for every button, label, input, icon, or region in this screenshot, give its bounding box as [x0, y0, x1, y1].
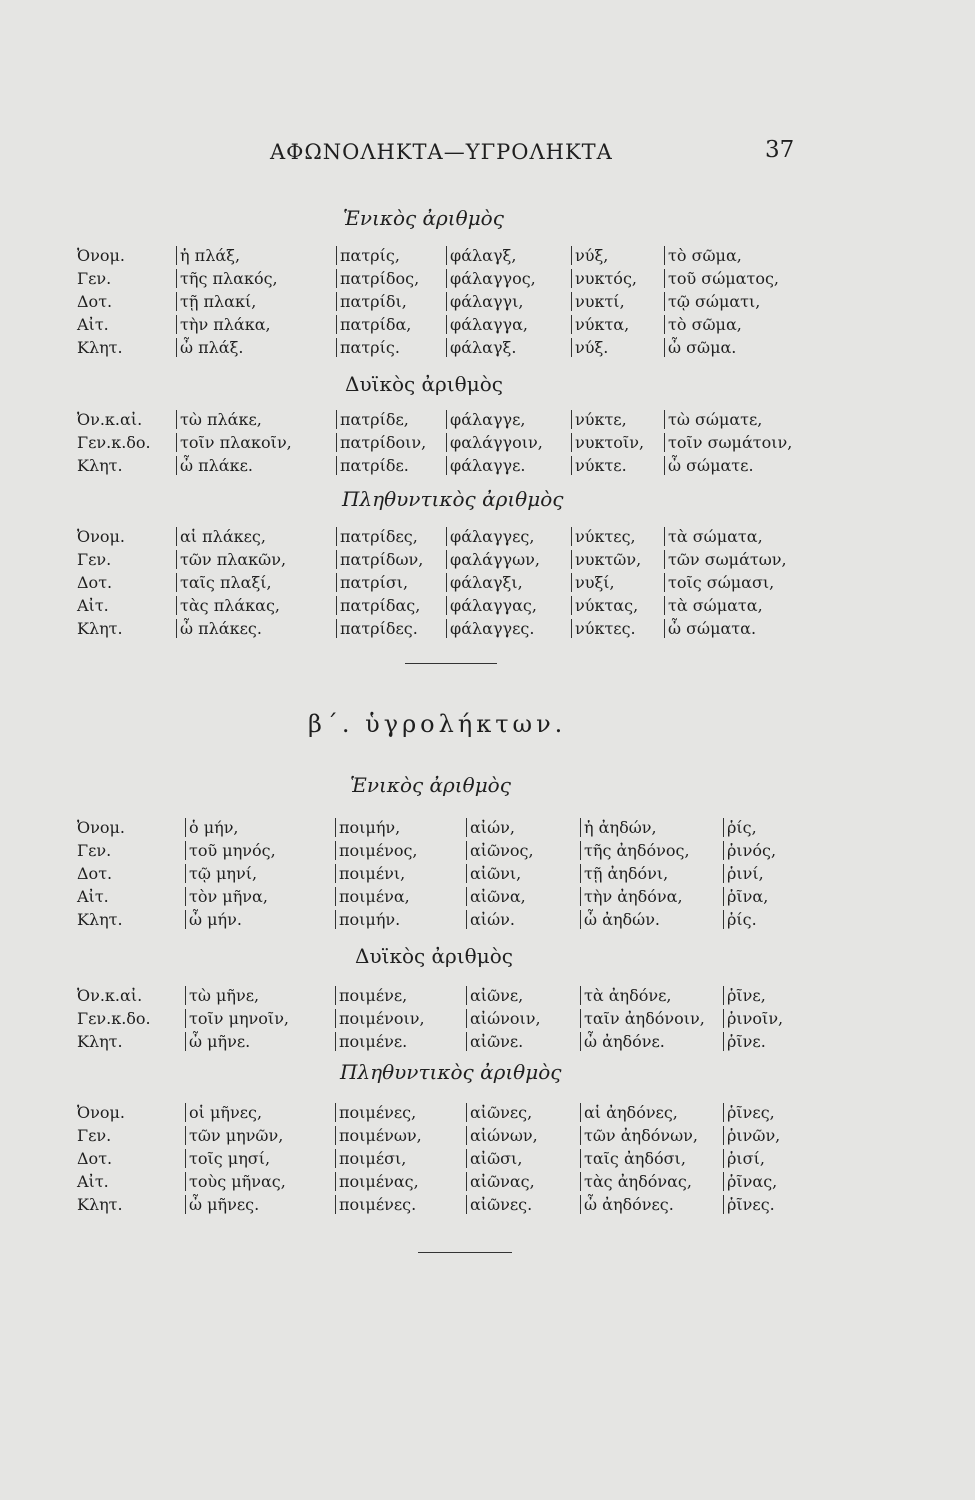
- case-label: Κλητ.: [77, 910, 123, 929]
- paradigm-row: [0, 910, 975, 933]
- form-cell: ποιμένες.: [335, 1195, 416, 1214]
- form-cell: τῷ μηνί,: [185, 864, 257, 883]
- form-cell: ῥίς.: [723, 910, 757, 929]
- form-cell: ὦ πλάξ.: [176, 338, 244, 357]
- section-b-dual-table: [0, 986, 975, 1055]
- form-cell: ὦ μήν.: [185, 910, 242, 929]
- case-label: Κλητ.: [77, 456, 123, 475]
- section-b-dual-title: Δυϊκὸς ἀριθμὸς: [355, 944, 513, 968]
- form-cell: τοῖς μησί,: [185, 1149, 270, 1168]
- paradigm-row: [0, 246, 975, 269]
- section-b-plural-table: [0, 1103, 975, 1218]
- section-b-singular-title: Ἑνικὸς ἀριθμὸς: [350, 773, 511, 797]
- form-cell: ῥῖνες,: [723, 1103, 775, 1122]
- form-cell: πατρίδε.: [336, 456, 409, 475]
- form-cell: πατρίδα,: [336, 315, 411, 334]
- case-label: Κλητ.: [77, 619, 123, 638]
- form-cell: τοῦ σώματος,: [664, 269, 779, 288]
- paradigm-row: [0, 1126, 975, 1149]
- form-cell: τὸν μῆνα,: [185, 887, 268, 906]
- form-cell: τὸ σῶμα,: [664, 246, 742, 265]
- form-cell: ποιμήν.: [335, 910, 400, 929]
- page-number: 37: [765, 137, 795, 163]
- form-cell: αἰών,: [466, 818, 515, 837]
- case-label: Γεν.: [77, 1126, 112, 1145]
- case-label: Γεν.: [77, 269, 112, 288]
- case-label: Γεν.: [77, 550, 112, 569]
- form-cell: τὰ σώματα,: [664, 596, 763, 615]
- form-cell: ῥῖνα,: [723, 887, 768, 906]
- paradigm-row: [0, 410, 975, 433]
- form-cell: αἰώνοιν,: [466, 1009, 541, 1028]
- form-cell: ποιμένε.: [335, 1032, 407, 1051]
- form-cell: πατρίδων,: [336, 550, 423, 569]
- form-cell: ὦ σώματε.: [664, 456, 754, 475]
- paradigm-row: [0, 619, 975, 642]
- form-cell: αἰῶνε,: [466, 986, 523, 1005]
- paradigm-row: [0, 864, 975, 887]
- form-cell: αἰῶνι,: [466, 864, 521, 883]
- form-cell: ὦ πλάκες.: [176, 619, 262, 638]
- form-cell: αἱ ἀηδόνες,: [580, 1103, 678, 1122]
- form-cell: νυκτός,: [571, 269, 637, 288]
- form-cell: ῥινοῖν,: [723, 1009, 783, 1028]
- section-a-plural-title: Πληθυντικὸς ἀριθμὸς: [342, 487, 564, 511]
- form-cell: νύκτε,: [571, 410, 627, 429]
- paradigm-row: [0, 1149, 975, 1172]
- form-cell: νυξί,: [571, 573, 615, 592]
- form-cell: τοῦ μηνός,: [185, 841, 276, 860]
- form-cell: οἱ μῆνες,: [185, 1103, 262, 1122]
- form-cell: τοῖν σωμάτοιν,: [664, 433, 792, 452]
- form-cell: φάλαγγα,: [446, 315, 528, 334]
- form-cell: τῇ ἀηδόνι,: [580, 864, 668, 883]
- form-cell: ὦ ἀηδών.: [580, 910, 660, 929]
- section-a-dual-table: [0, 410, 975, 479]
- case-label: Κλητ.: [77, 338, 123, 357]
- form-cell: ὦ πλάκε.: [176, 456, 253, 475]
- form-cell: τὴν πλάκα,: [176, 315, 271, 334]
- form-cell: φάλαγγες.: [446, 619, 534, 638]
- form-cell: φάλαγγι,: [446, 292, 523, 311]
- paradigm-row: [0, 887, 975, 910]
- form-cell: τοὺς μῆνας,: [185, 1172, 286, 1191]
- form-cell: αἰῶνα,: [466, 887, 526, 906]
- case-label: Γεν.κ.δο.: [77, 1009, 151, 1028]
- case-label: Κλητ.: [77, 1195, 123, 1214]
- form-cell: ταῖς πλαξί,: [176, 573, 272, 592]
- form-cell: πατρίδες,: [336, 527, 418, 546]
- form-cell: ταῖς ἀηδόσι,: [580, 1149, 686, 1168]
- form-cell: τοῖν πλακοῖν,: [176, 433, 292, 452]
- paradigm-row: [0, 1172, 975, 1195]
- form-cell: ταῖν ἀηδόνοιν,: [580, 1009, 705, 1028]
- form-cell: τοῖν μηνοῖν,: [185, 1009, 289, 1028]
- paradigm-row: [0, 292, 975, 315]
- form-cell: νύκτες.: [571, 619, 636, 638]
- paradigm-row: [0, 433, 975, 456]
- form-cell: νυκτῶν,: [571, 550, 641, 569]
- paradigm-row: [0, 596, 975, 619]
- form-cell: ἡ πλάξ,: [176, 246, 240, 265]
- form-cell: τοῖς σώμασι,: [664, 573, 774, 592]
- section-divider: [405, 663, 497, 664]
- form-cell: τὸ σῶμα,: [664, 315, 742, 334]
- form-cell: αἰών.: [466, 910, 515, 929]
- case-label: Αἰτ.: [77, 596, 109, 615]
- form-cell: ὦ σῶμα.: [664, 338, 736, 357]
- form-cell: νυκτί,: [571, 292, 625, 311]
- paradigm-row: [0, 315, 975, 338]
- form-cell: τὰ ἀηδόνε,: [580, 986, 672, 1005]
- case-label: Ὀν.κ.αἰ.: [77, 986, 143, 1005]
- paradigm-row: [0, 1195, 975, 1218]
- form-cell: φάλαγγε,: [446, 410, 525, 429]
- form-cell: τὼ πλάκε,: [176, 410, 262, 429]
- section-a-dual-title: Δυϊκὸς ἀριθμὸς: [345, 372, 503, 396]
- form-cell: τὴν ἀηδόνα,: [580, 887, 683, 906]
- case-label: Ὀνομ.: [77, 818, 125, 837]
- form-cell: αἰῶνας,: [466, 1172, 535, 1191]
- form-cell: νύκτα,: [571, 315, 629, 334]
- case-label: Ὀνομ.: [77, 527, 125, 546]
- case-label: Γεν.κ.δο.: [77, 433, 151, 452]
- form-cell: φαλάγγων,: [446, 550, 540, 569]
- case-label: Ὀνομ.: [77, 1103, 125, 1122]
- form-cell: πατρίδος,: [336, 269, 419, 288]
- form-cell: ῥινῶν,: [723, 1126, 780, 1145]
- form-cell: ὁ μήν,: [185, 818, 239, 837]
- case-label: Κλητ.: [77, 1032, 123, 1051]
- paradigm-row: [0, 573, 975, 596]
- form-cell: τῇ πλακί,: [176, 292, 256, 311]
- form-cell: τῶν μηνῶν,: [185, 1126, 283, 1145]
- case-label: Δοτ.: [77, 292, 113, 311]
- form-cell: αἰῶνος,: [466, 841, 534, 860]
- paradigm-row: [0, 1032, 975, 1055]
- paradigm-row: [0, 338, 975, 361]
- paradigm-row: [0, 456, 975, 479]
- form-cell: ποιμένες,: [335, 1103, 416, 1122]
- paradigm-row: [0, 550, 975, 573]
- form-cell: νυκτοῖν,: [571, 433, 644, 452]
- form-cell: ποιμένος,: [335, 841, 418, 860]
- section-b-plural-title: Πληθυντικὸς ἀριθμὸς: [340, 1060, 562, 1084]
- form-cell: τὼ σώματε,: [664, 410, 762, 429]
- form-cell: πατρίς,: [336, 246, 400, 265]
- paradigm-row: [0, 527, 975, 550]
- form-cell: ῥινί,: [723, 864, 764, 883]
- form-cell: ποιμέσι,: [335, 1149, 406, 1168]
- form-cell: αἰῶνες.: [466, 1195, 532, 1214]
- form-cell: ῥίς,: [723, 818, 757, 837]
- form-cell: ποιμένων,: [335, 1126, 422, 1145]
- case-label: Γεν.: [77, 841, 112, 860]
- form-cell: φάλαγξ.: [446, 338, 516, 357]
- form-cell: φάλαγγος,: [446, 269, 536, 288]
- case-label: Δοτ.: [77, 1149, 113, 1168]
- form-cell: φάλαγγας,: [446, 596, 537, 615]
- form-cell: ῥῖνε,: [723, 986, 766, 1005]
- form-cell: φαλάγγοιν,: [446, 433, 543, 452]
- section-a-plural-table: [0, 527, 975, 642]
- form-cell: ῥῖνας,: [723, 1172, 777, 1191]
- form-cell: πατρίδες.: [336, 619, 418, 638]
- form-cell: ῥῖνες.: [723, 1195, 775, 1214]
- form-cell: αἰώνων,: [466, 1126, 538, 1145]
- paradigm-row: [0, 1009, 975, 1032]
- form-cell: τὰς ἀηδόνας,: [580, 1172, 692, 1191]
- case-label: Δοτ.: [77, 864, 113, 883]
- form-cell: ὦ ἀηδόνε.: [580, 1032, 665, 1051]
- case-label: Αἰτ.: [77, 1172, 109, 1191]
- form-cell: νύκτε.: [571, 456, 627, 475]
- form-cell: τῶν ἀηδόνων,: [580, 1126, 698, 1145]
- case-label: Δοτ.: [77, 573, 113, 592]
- paradigm-row: [0, 841, 975, 864]
- case-label: Αἰτ.: [77, 887, 109, 906]
- form-cell: τῷ σώματι,: [664, 292, 760, 311]
- form-cell: τὼ μῆνε,: [185, 986, 259, 1005]
- form-cell: ποιμένε,: [335, 986, 407, 1005]
- form-cell: πατρίδας,: [336, 596, 420, 615]
- form-cell: τῆς ἀηδόνος,: [580, 841, 690, 860]
- form-cell: φάλαγξι,: [446, 573, 523, 592]
- form-cell: ῥῖνε.: [723, 1032, 766, 1051]
- form-cell: τὰ σώματα,: [664, 527, 763, 546]
- form-cell: ποιμένας,: [335, 1172, 419, 1191]
- form-cell: πατρίδε,: [336, 410, 409, 429]
- case-label: Ὀν.κ.αἰ.: [77, 410, 143, 429]
- form-cell: φάλαγξ,: [446, 246, 516, 265]
- form-cell: ποιμένα,: [335, 887, 410, 906]
- form-cell: ὦ μῆνε.: [185, 1032, 250, 1051]
- form-cell: πατρίσι,: [336, 573, 408, 592]
- form-cell: ποιμένοιν,: [335, 1009, 425, 1028]
- form-cell: ῥισί,: [723, 1149, 765, 1168]
- case-label: Ὀνομ.: [77, 246, 125, 265]
- form-cell: νύκτας,: [571, 596, 638, 615]
- form-cell: αἰῶνες,: [466, 1103, 532, 1122]
- section-a-singular-table: [0, 246, 975, 361]
- form-cell: τῶν σωμάτων,: [664, 550, 787, 569]
- form-cell: ὦ ἀηδόνες.: [580, 1195, 674, 1214]
- end-rule: [418, 1252, 512, 1253]
- form-cell: αἰῶνε.: [466, 1032, 523, 1051]
- form-cell: ὦ μῆνες.: [185, 1195, 259, 1214]
- case-label: Αἰτ.: [77, 315, 109, 334]
- form-cell: πατρίς.: [336, 338, 400, 357]
- form-cell: φάλαγγες,: [446, 527, 534, 546]
- form-cell: ῥινός,: [723, 841, 776, 860]
- paradigm-row: [0, 818, 975, 841]
- running-header: ΑΦΩΝΟΛΗΚΤΑ—ΥΓΡΟΛΗΚΤΑ: [270, 140, 613, 164]
- form-cell: ἡ ἀηδών,: [580, 818, 657, 837]
- paradigm-row: [0, 1103, 975, 1126]
- section-b-singular-table: [0, 818, 975, 933]
- section-a-singular-title: Ἑνικὸς ἀριθμὸς: [343, 206, 504, 230]
- form-cell: τῶν πλακῶν,: [176, 550, 286, 569]
- form-cell: ποιμήν,: [335, 818, 400, 837]
- section-b-heading: β΄. ὑγρολήκτων.: [308, 710, 567, 738]
- form-cell: τῆς πλακός,: [176, 269, 278, 288]
- form-cell: ποιμένι,: [335, 864, 405, 883]
- form-cell: φάλαγγε.: [446, 456, 525, 475]
- form-cell: αἱ πλάκες,: [176, 527, 266, 546]
- paradigm-row: [0, 269, 975, 292]
- form-cell: νύξ.: [571, 338, 608, 357]
- form-cell: πατρίδι,: [336, 292, 407, 311]
- form-cell: νύκτες,: [571, 527, 636, 546]
- form-cell: πατρίδοιν,: [336, 433, 426, 452]
- paradigm-row: [0, 986, 975, 1009]
- form-cell: ὦ σώματα.: [664, 619, 756, 638]
- form-cell: νύξ,: [571, 246, 608, 265]
- form-cell: αἰῶσι,: [466, 1149, 522, 1168]
- form-cell: τὰς πλάκας,: [176, 596, 280, 615]
